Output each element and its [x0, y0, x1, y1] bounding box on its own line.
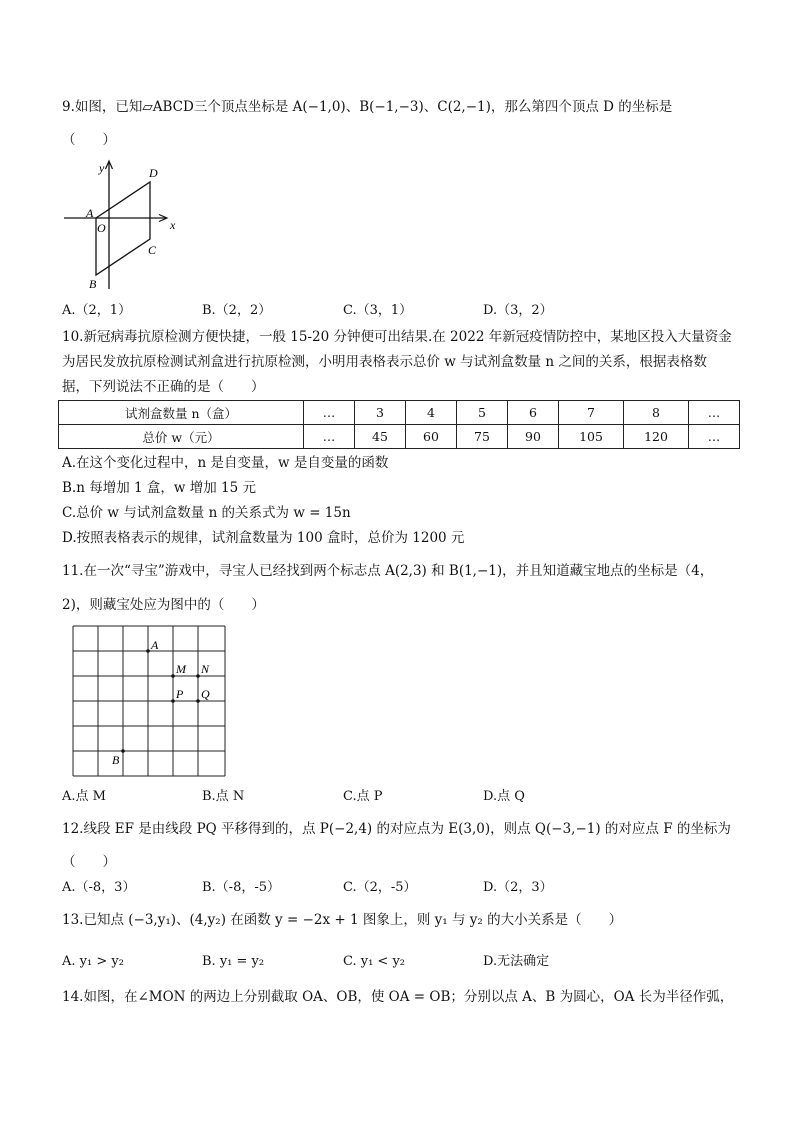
point-n-dot — [196, 674, 200, 678]
q12-option-b[interactable]: B.（-8，-5） — [202, 880, 281, 895]
q12-option-d[interactable]: D.（2，3） — [483, 880, 553, 895]
q10-option-b[interactable]: B.n 每增加 1 盒，w 增加 15 元 — [62, 480, 256, 496]
point-d-label: D — [149, 166, 158, 180]
q9-option-a[interactable]: A.（2，1） — [62, 303, 132, 318]
table-row — [59, 401, 740, 425]
point-a-label: A — [151, 638, 159, 652]
point-b-dot — [121, 749, 125, 753]
point-b-label: B — [112, 753, 120, 767]
table-cell: 4 — [406, 401, 457, 425]
point-c-label: C — [148, 243, 157, 257]
point-m-dot — [171, 674, 175, 678]
q11-stem-line2: 2)，则藏宝处应为图中的（ ） — [62, 597, 265, 613]
q10-stem-line3: 据，下列说法不正确的是（ ） — [62, 379, 265, 395]
point-p-label: P — [176, 687, 184, 701]
q11-option-a[interactable]: A.点 M — [62, 789, 106, 804]
q12-stem: 12.线段 EF 是由线段 PQ 平移得到的，点 P(−2,4) 的对应点为 E(3,0)，则点 Q(−3,−1) 的对应点 F 的坐标为 — [62, 821, 731, 837]
q13-option-a[interactable]: A. y₁ > y₂ — [62, 954, 124, 969]
q12-option-a[interactable]: A.（-8，3） — [62, 880, 136, 895]
q11-option-b[interactable]: B.点 N — [202, 789, 245, 804]
table-cell: 75 — [457, 425, 508, 449]
table-cell: 120 — [624, 425, 689, 449]
q13-option-b[interactable]: B. y₁ = y₂ — [202, 954, 265, 969]
point-n-label: N — [201, 662, 210, 676]
q10-option-d[interactable]: D.按照表格表示的规律，试剂盒数量为 100 盒时，总价为 1200 元 — [62, 530, 465, 546]
table-header-count: 试剂盒数量 n（盒） — [59, 401, 304, 425]
q11-option-c[interactable]: C.点 P — [343, 789, 383, 804]
table-cell: 45 — [355, 425, 406, 449]
point-q-label: Q — [201, 687, 210, 701]
table-cell: 60 — [406, 425, 457, 449]
table-row — [59, 425, 740, 449]
table-cell: … — [689, 425, 740, 449]
table-cell: 6 — [508, 401, 559, 425]
q9-stem: 9.如图，已知▱ABCD三个顶点坐标是 A(−1,0)、B(−1,−3)、C(2,−1)，那么第四个顶点 D 的坐标是 — [62, 99, 673, 115]
point-a-label: A — [86, 206, 94, 220]
point-a-dot — [146, 649, 150, 653]
q9-figure — [60, 157, 180, 292]
q13-option-c[interactable]: C. y₁ < y₂ — [343, 954, 406, 969]
q13-stem: 13.已知点 (−3,y₁)、(4,y₂) 在函数 y = −2x + 1 图象上，则 y₁ 与 y₂ 的大小关系是（ ） — [62, 912, 623, 928]
q10-option-a[interactable]: A.在这个变化过程中，n 是自变量，w 是自变量的函数 — [62, 455, 389, 471]
q9-answer-paren: （ ） — [62, 132, 116, 148]
table-header-price: 总价 w（元） — [59, 425, 304, 449]
q9-option-d[interactable]: D.（3，2） — [483, 303, 553, 318]
origin-label: O — [97, 221, 106, 235]
x-label: x — [170, 218, 176, 232]
table-cell: 3 — [355, 401, 406, 425]
q10-stem-line1: 10.新冠病毒抗原检测方便快捷，一般 15-20 分钟便可出结果.在 2022 年新冠疫情防控中，某地区投入大量资金 — [62, 329, 732, 345]
table-cell: 105 — [559, 425, 624, 449]
point-b-label: B — [89, 277, 97, 291]
table-cell: … — [304, 401, 355, 425]
q14-stem: 14.如图，在∠MON 的两边上分别截取 OA、OB，使 OA = OB；分别以点 A、B 为圆心，OA 长为半径作弧， — [62, 989, 734, 1005]
point-p-dot — [171, 699, 175, 703]
q11-grid-figure — [70, 624, 230, 780]
q10-stem-line2: 为居民发放抗原检测试剂盒进行抗原检测，小明用表格表示总价 w 与试剂盒数量 n 之间的关系，根据表格数 — [62, 354, 707, 370]
q9-option-b[interactable]: B.（2，2） — [202, 303, 272, 318]
point-q-dot — [196, 699, 200, 703]
point-m-label: M — [176, 662, 186, 676]
q13-option-d[interactable]: D.无法确定 — [483, 954, 550, 969]
y-label: y — [99, 161, 105, 175]
table-cell: 8 — [624, 401, 689, 425]
q12-option-c[interactable]: C.（2，-5） — [343, 880, 417, 895]
table-cell: … — [689, 401, 740, 425]
q10-option-c[interactable]: C.总价 w 与试剂盒数量 n 的关系式为 w = 15n — [62, 505, 351, 521]
q9-option-c[interactable]: C.（3，1） — [343, 303, 413, 318]
table-cell: 7 — [559, 401, 624, 425]
table-cell: 90 — [508, 425, 559, 449]
q10-data-table — [58, 400, 740, 449]
q11-stem-line1: 11.在一次“寻宝”游戏中，寻宝人已经找到两个标志点 A(2,3) 和 B(1,−1)，并且知道藏宝地点的坐标是（4， — [62, 563, 714, 579]
table-cell: … — [304, 425, 355, 449]
table-cell: 5 — [457, 401, 508, 425]
q12-answer-paren: （ ） — [62, 854, 116, 870]
q11-option-d[interactable]: D.点 Q — [483, 789, 525, 804]
